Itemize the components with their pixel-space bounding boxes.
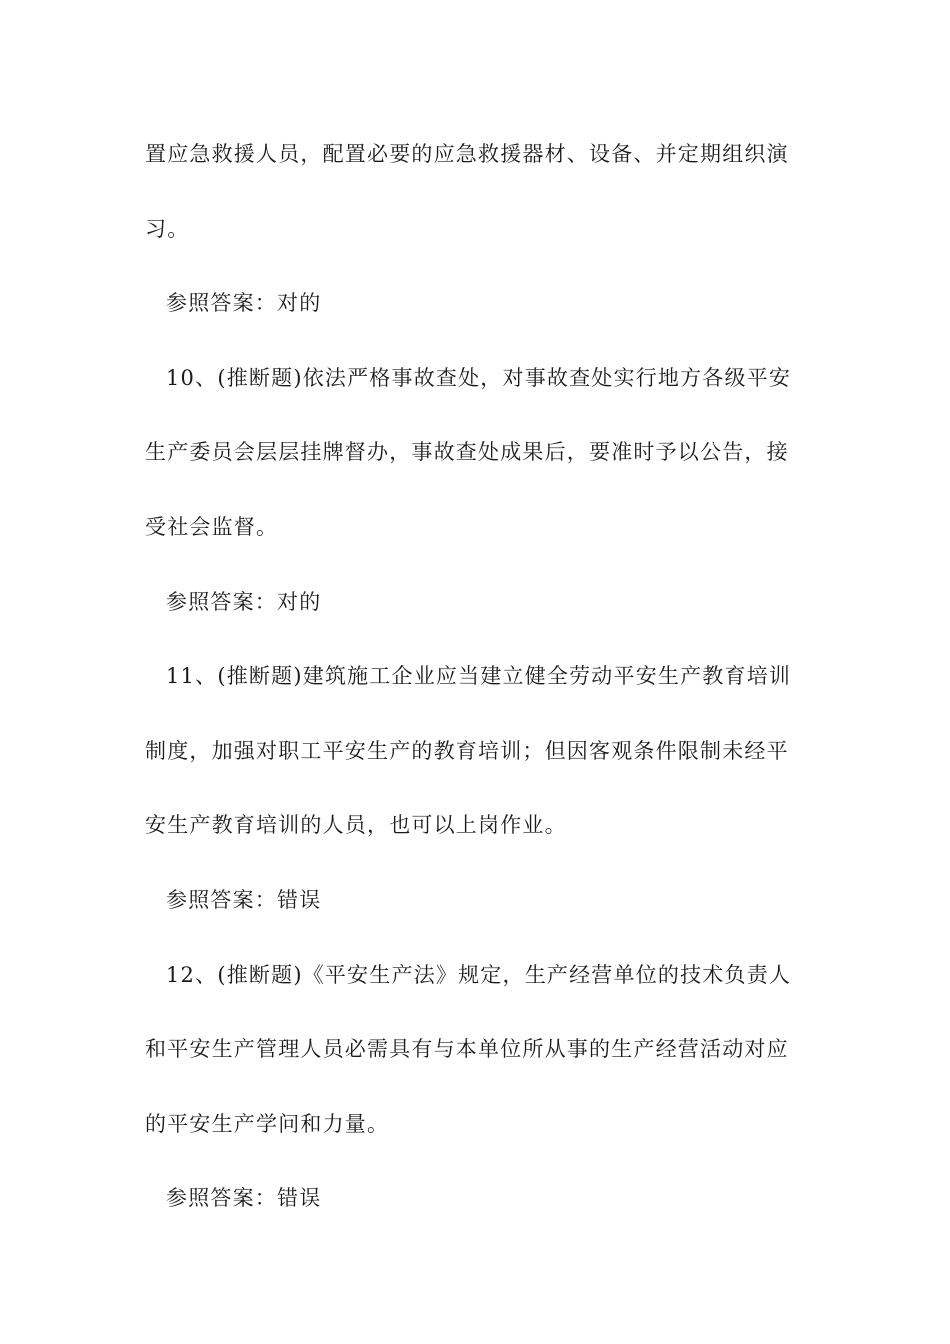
answer-line: 参照答案：错误 [166,887,322,912]
question-line: 11、(推断题)建筑施工企业应当建立健全劳动平安生产教育培训 [166,664,792,689]
question-line: 12、(推断题)《平安生产法》规定，生产经营单位的技术负责人 [166,962,792,987]
text-line: 和平安生产管理人员必需具有与本单位所从事的生产经营活动对应 [145,1037,789,1062]
text-line: 置应急救援人员，配置必要的应急救援器材、设备、并定期组织演 [145,142,789,166]
document-body [145,117,797,1236]
text-line: 制度，加强对职工平安生产的教育培训；但因客观条件限制未经平 [145,738,789,763]
text-line: 安生产教育培训的人员，也可以上岗作业。 [145,813,567,838]
text-line: 生产委员会层层挂牌督办，事故查处成果后，要准时予以公告，接 [145,440,789,465]
answer-line: 参照答案：对的 [166,291,322,316]
text-line: 受社会监督。 [145,514,279,539]
question-line: 10、(推断题)依法严格事故查处，对事故查处实行地方各级平安 [166,365,792,390]
answer-line: 参照答案：对的 [166,589,322,614]
answer-line: 参照答案：错误 [166,1186,322,1211]
text-line: 习。 [145,216,190,241]
text-line: 的平安生产学问和力量。 [145,1111,390,1136]
